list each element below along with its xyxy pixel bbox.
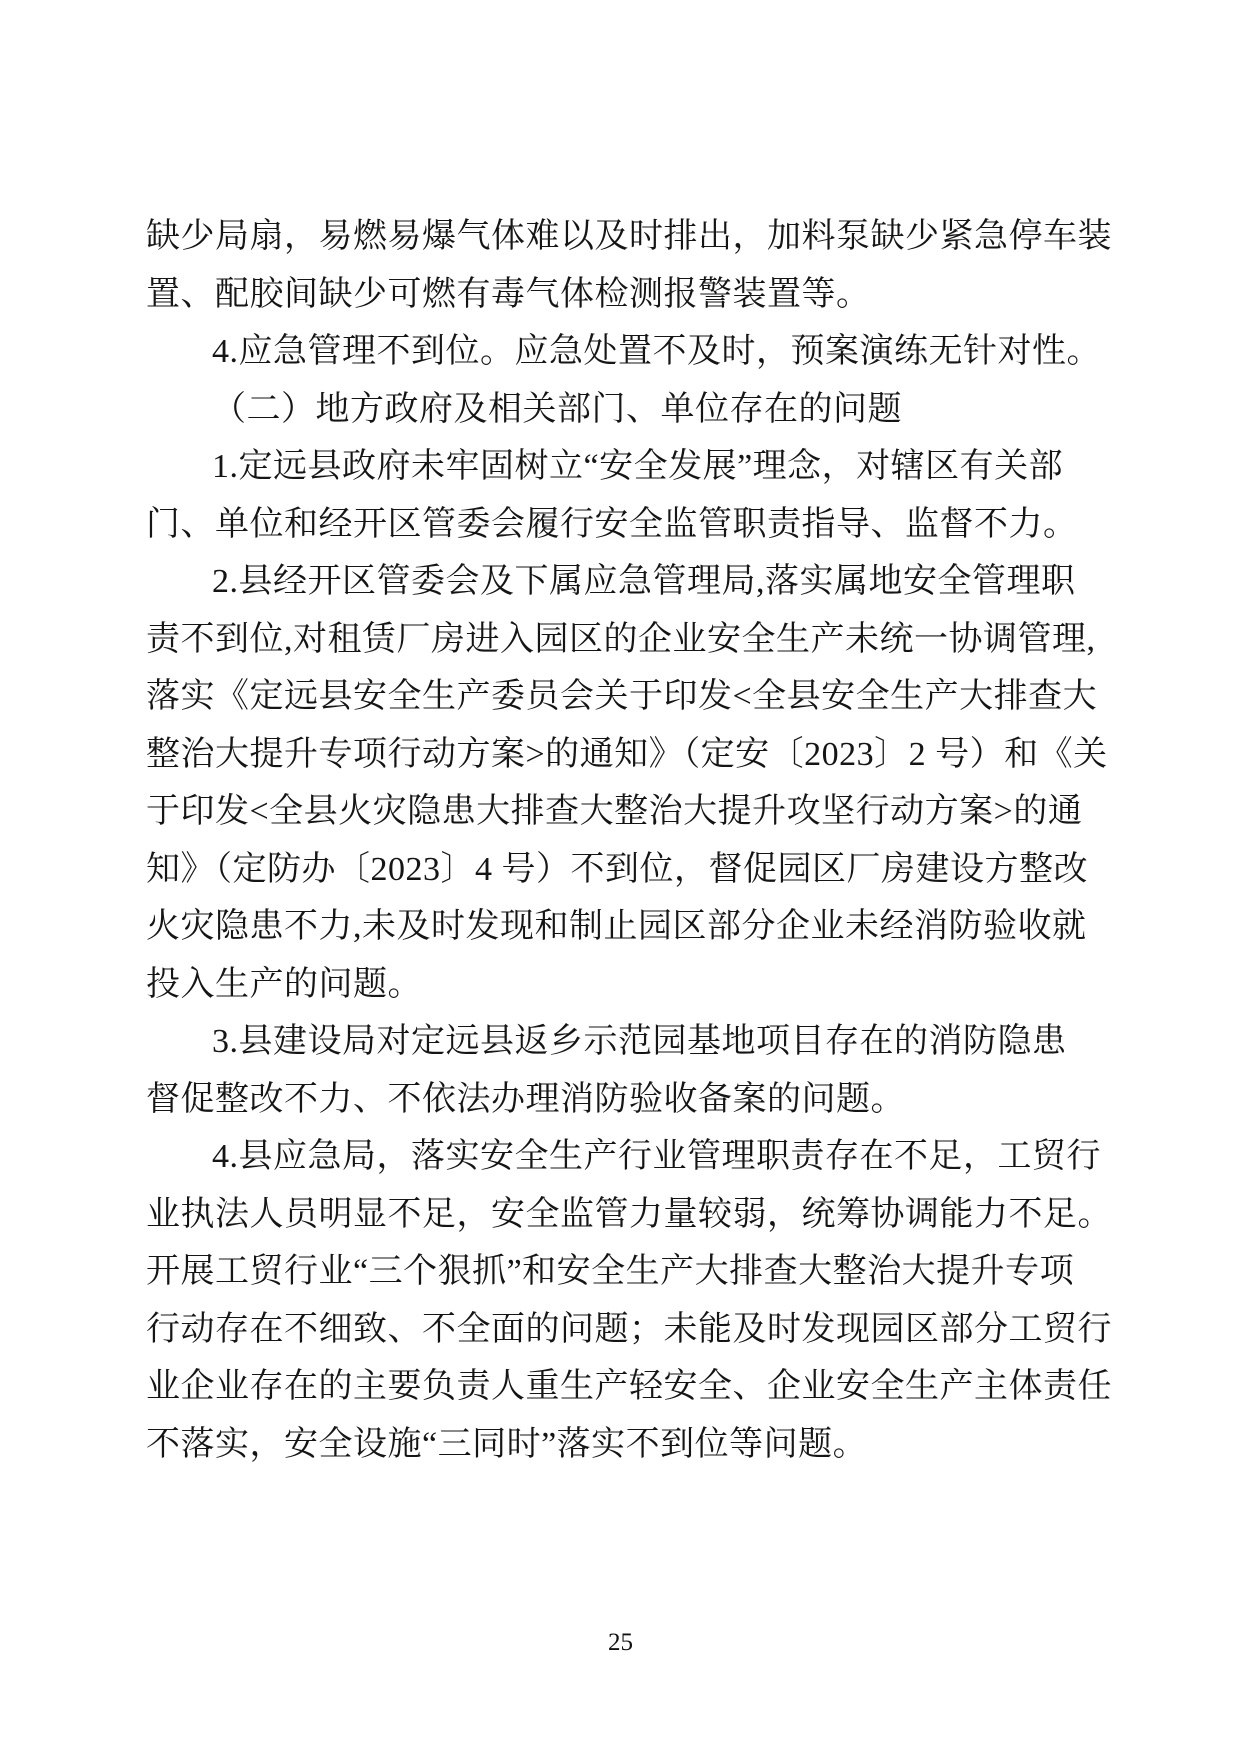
text-line: 行动存在不细致、不全面的问题；未能及时发现园区部分工贸行	[146, 1310, 1112, 1348]
text-line: 4.应急管理不到位。应急处置不及时，预案演练无针对性。	[212, 333, 1101, 370]
text-line: 责不到位,对租赁厂房进入园区的企业安全生产未统一协调管理,	[146, 620, 1096, 658]
text-line: 业企业存在的主要负责人重生产轻安全、企业安全生产主体责任	[146, 1368, 1112, 1405]
page-number: 25	[608, 1629, 633, 1656]
text-line: 于印发<全县火灾隐患大排查大整治大提升攻坚行动方案>的通	[146, 793, 1083, 830]
text-line: 门、单位和经开区管委会履行安全监管职责指导、监督不力。	[146, 505, 1078, 543]
text-line: 缺少局扇，易燃易爆气体难以及时排出，加料泵缺少紧急停车装	[146, 218, 1112, 255]
text-line: 落实《定远县安全生产委员会关于印发<全县安全生产大排查大	[146, 678, 1098, 715]
text-line: 置、配胶间缺少可燃有毒气体检测报警装置等。	[146, 275, 871, 313]
text-line: 开展工贸行业“三个狠抓”和安全生产大排查大整治大提升专项	[146, 1253, 1075, 1290]
text-line: 整治大提升专项行动方案>的通知》（定安〔2023〕2 号）和《关	[146, 735, 1108, 773]
text-line: 1.定远县政府未牢固树立“安全发展”理念，对辖区有关部	[212, 448, 1064, 485]
text-line: 不落实，安全设施“三同时”落实不到位等问题。	[146, 1425, 868, 1463]
text-line: 2.县经开区管委会及下属应急管理局,落实属地安全管理职	[212, 563, 1076, 600]
document-body	[146, 208, 1112, 1473]
text-line: 投入生产的问题。	[146, 965, 422, 1003]
text-line: （二）地方政府及相关部门、单位存在的问题	[212, 390, 902, 428]
text-line: 知》（定防办〔2023〕4 号）不到位，督促园区厂房建设方整改	[146, 850, 1088, 888]
text-line: 火灾隐患不力,未及时发现和制止园区部分企业未经消防验收就	[146, 908, 1087, 945]
text-line: 4.县应急局，落实安全生产行业管理职责存在不足，工贸行	[212, 1138, 1101, 1175]
text-line: 督促整改不力、不依法办理消防验收备案的问题。	[146, 1080, 905, 1118]
text-line: 业执法人员明显不足，安全监管力量较弱，统筹协调能力不足。	[146, 1195, 1112, 1233]
text-line: 3.县建设局对定远县返乡示范园基地项目存在的消防隐患	[212, 1023, 1067, 1060]
